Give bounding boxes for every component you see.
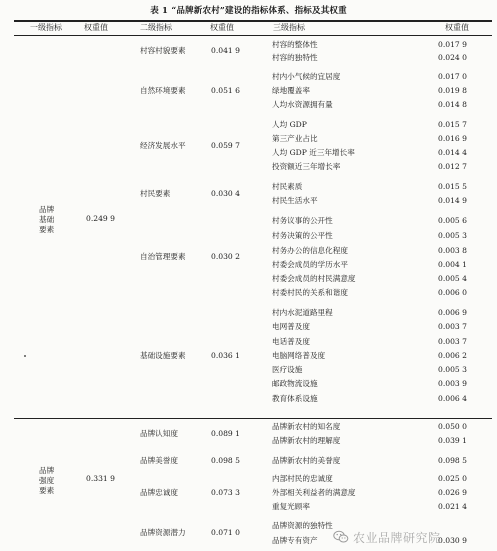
level2-index-weight: 0.041 9 xyxy=(211,46,240,55)
watermark-text: 农业品牌研究院 xyxy=(353,530,441,545)
level2-index-name: 经济发展水平 xyxy=(140,141,186,150)
column-header: 权重值 xyxy=(210,23,234,32)
level3-index-name: 邮政物流设施 xyxy=(272,379,318,388)
level3-index-name: 品牌新农村的理解度 xyxy=(272,436,341,445)
level3-index-weight: 0.014 9 xyxy=(438,196,467,205)
level3-index-weight: 0.003 7 xyxy=(438,322,467,331)
level3-index-weight: 0.003 9 xyxy=(438,379,467,388)
level3-index-name: 村民生活水平 xyxy=(272,196,318,205)
level3-index-name: 品牌资源的独特性 xyxy=(272,521,333,530)
level3-index-weight: 0.006 9 xyxy=(438,308,467,317)
level3-index-weight: 0.019 8 xyxy=(438,86,467,95)
level3-index-weight: 0.015 7 xyxy=(438,120,467,129)
level3-index-weight: 0.014 8 xyxy=(438,100,467,109)
level2-index-weight: 0.051 6 xyxy=(211,86,240,95)
level2-index-name: 基础设施要素 xyxy=(140,351,186,360)
level3-index-weight: 0.004 1 xyxy=(438,260,467,269)
table-rule xyxy=(14,20,492,22)
level2-index-name: 村容村貌要素 xyxy=(140,46,186,55)
level3-index-weight: 0.030 9 xyxy=(438,536,467,545)
level3-index-name: 村容的整体性 xyxy=(272,40,318,49)
level3-index-name: 人均 GDP xyxy=(272,120,307,129)
level1-index-name: 品牌 强度 要素 xyxy=(39,466,55,495)
level2-index-name: 品牌认知度 xyxy=(140,429,178,438)
level3-index-name: 村务决策的公平性 xyxy=(272,231,333,240)
level3-index-name: 重复光顾率 xyxy=(272,502,310,511)
level3-index-name: 村内小气候的宜居度 xyxy=(272,72,341,81)
level3-index-name: 电网普及度 xyxy=(272,322,310,331)
level1-index-weight: 0.331 9 xyxy=(86,474,115,483)
level3-index-name: 村委会成员的学历水平 xyxy=(272,260,348,269)
table-rule xyxy=(14,35,492,36)
level3-index-name: 村民素质 xyxy=(272,182,303,191)
level2-index-weight: 0.073 3 xyxy=(211,488,240,497)
level3-index-weight: 0.024 0 xyxy=(438,53,467,62)
column-header: 一级指标 xyxy=(30,23,62,32)
level2-index-weight: 0.030 2 xyxy=(211,252,240,261)
level3-index-weight: 0.005 3 xyxy=(438,365,467,374)
level3-index-name: 内部村民的忠诚度 xyxy=(272,474,333,483)
level3-index-weight: 0.025 0 xyxy=(438,474,467,483)
wechat-icon xyxy=(333,530,349,544)
level3-index-weight: 0.016 9 xyxy=(438,134,467,143)
level3-index-name: 品牌新农村的美誉度 xyxy=(272,456,341,465)
table-caption: 表 1 “品牌新农村”建设的指标体系、指标及其权重 xyxy=(150,6,347,16)
level3-index-name: 电脑网络普及度 xyxy=(272,351,326,360)
column-header: 二级指标 xyxy=(140,23,172,32)
level3-index-weight: 0.006 4 xyxy=(438,394,467,403)
level1-index-name: 品牌 基础 要素 xyxy=(39,205,55,234)
column-header: 权重值 xyxy=(84,23,108,32)
column-header: 权重值 xyxy=(445,23,469,32)
watermark xyxy=(333,528,493,546)
level3-index-name: 外部相关利益者的满意度 xyxy=(272,488,356,497)
level1-index-weight: 0.249 9 xyxy=(86,214,115,223)
level2-index-name: 自然环境要素 xyxy=(140,86,186,95)
level2-index-name: 自治管理要素 xyxy=(140,252,186,261)
level3-index-weight: 0.017 9 xyxy=(438,40,467,49)
level3-index-weight: 0.021 4 xyxy=(438,502,467,511)
level3-index-weight: 0.005 3 xyxy=(438,231,467,240)
level3-index-name: 电话普及度 xyxy=(272,337,310,346)
level3-index-name: 第三产业占比 xyxy=(272,134,318,143)
level2-index-weight: 0.059 7 xyxy=(211,141,240,150)
level2-index-weight: 0.071 0 xyxy=(211,528,240,537)
level3-index-weight: 0.026 9 xyxy=(438,488,467,497)
level2-index-name: 品牌美誉度 xyxy=(140,456,178,465)
level3-index-name: 村委会成员的村民满意度 xyxy=(272,274,356,283)
level3-index-weight: 0.014 4 xyxy=(438,148,467,157)
level2-index-name: 村民要素 xyxy=(140,189,171,198)
level3-index-name: 村容的独特性 xyxy=(272,53,318,62)
level3-index-name: 投资额近三年增长率 xyxy=(272,162,341,171)
scan-speck xyxy=(24,355,26,357)
level2-index-weight: 0.030 4 xyxy=(211,189,240,198)
level3-index-weight: 0.015 5 xyxy=(438,182,467,191)
level3-index-weight: 0.006 0 xyxy=(438,288,467,297)
level2-index-name: 品牌资源潜力 xyxy=(140,528,186,537)
level3-index-weight: 0.098 5 xyxy=(438,456,467,465)
level3-index-weight: 0.006 2 xyxy=(438,351,467,360)
level3-index-name: 人均 GDP 近三年增长率 xyxy=(272,148,355,157)
level3-index-name: 村委村民的关系和谐度 xyxy=(272,288,348,297)
column-header: 三级指标 xyxy=(273,23,305,32)
level3-index-weight: 0.039 1 xyxy=(438,436,467,445)
level3-index-weight: 0.005 6 xyxy=(438,216,467,225)
level3-index-name: 品牌新农村的知名度 xyxy=(272,422,341,431)
level3-index-name: 人均水资源拥有量 xyxy=(272,100,333,109)
level3-index-name: 医疗设施 xyxy=(272,365,303,374)
level2-index-weight: 0.089 1 xyxy=(211,429,240,438)
level3-index-name: 村务办公的信息化程度 xyxy=(272,246,348,255)
level3-index-name: 绿地覆盖率 xyxy=(272,86,310,95)
table-rule xyxy=(14,418,492,419)
level3-index-weight: 0.017 0 xyxy=(438,72,467,81)
level2-index-weight: 0.036 1 xyxy=(211,351,240,360)
level3-index-weight: 0.012 7 xyxy=(438,162,467,171)
level2-index-weight: 0.098 5 xyxy=(211,456,240,465)
level3-index-weight: 0.005 4 xyxy=(438,274,467,283)
level3-index-name: 品牌专有资产 xyxy=(272,536,318,545)
level3-index-weight: 0.050 0 xyxy=(438,422,467,431)
level3-index-name: 村务议事的公开性 xyxy=(272,216,333,225)
level2-index-name: 品牌忠诚度 xyxy=(140,488,178,497)
level3-index-name: 教育体系设施 xyxy=(272,394,318,403)
level3-index-weight: 0.003 8 xyxy=(438,246,467,255)
level3-index-name: 村内水泥道路里程 xyxy=(272,308,333,317)
level3-index-weight: 0.003 7 xyxy=(438,337,467,346)
